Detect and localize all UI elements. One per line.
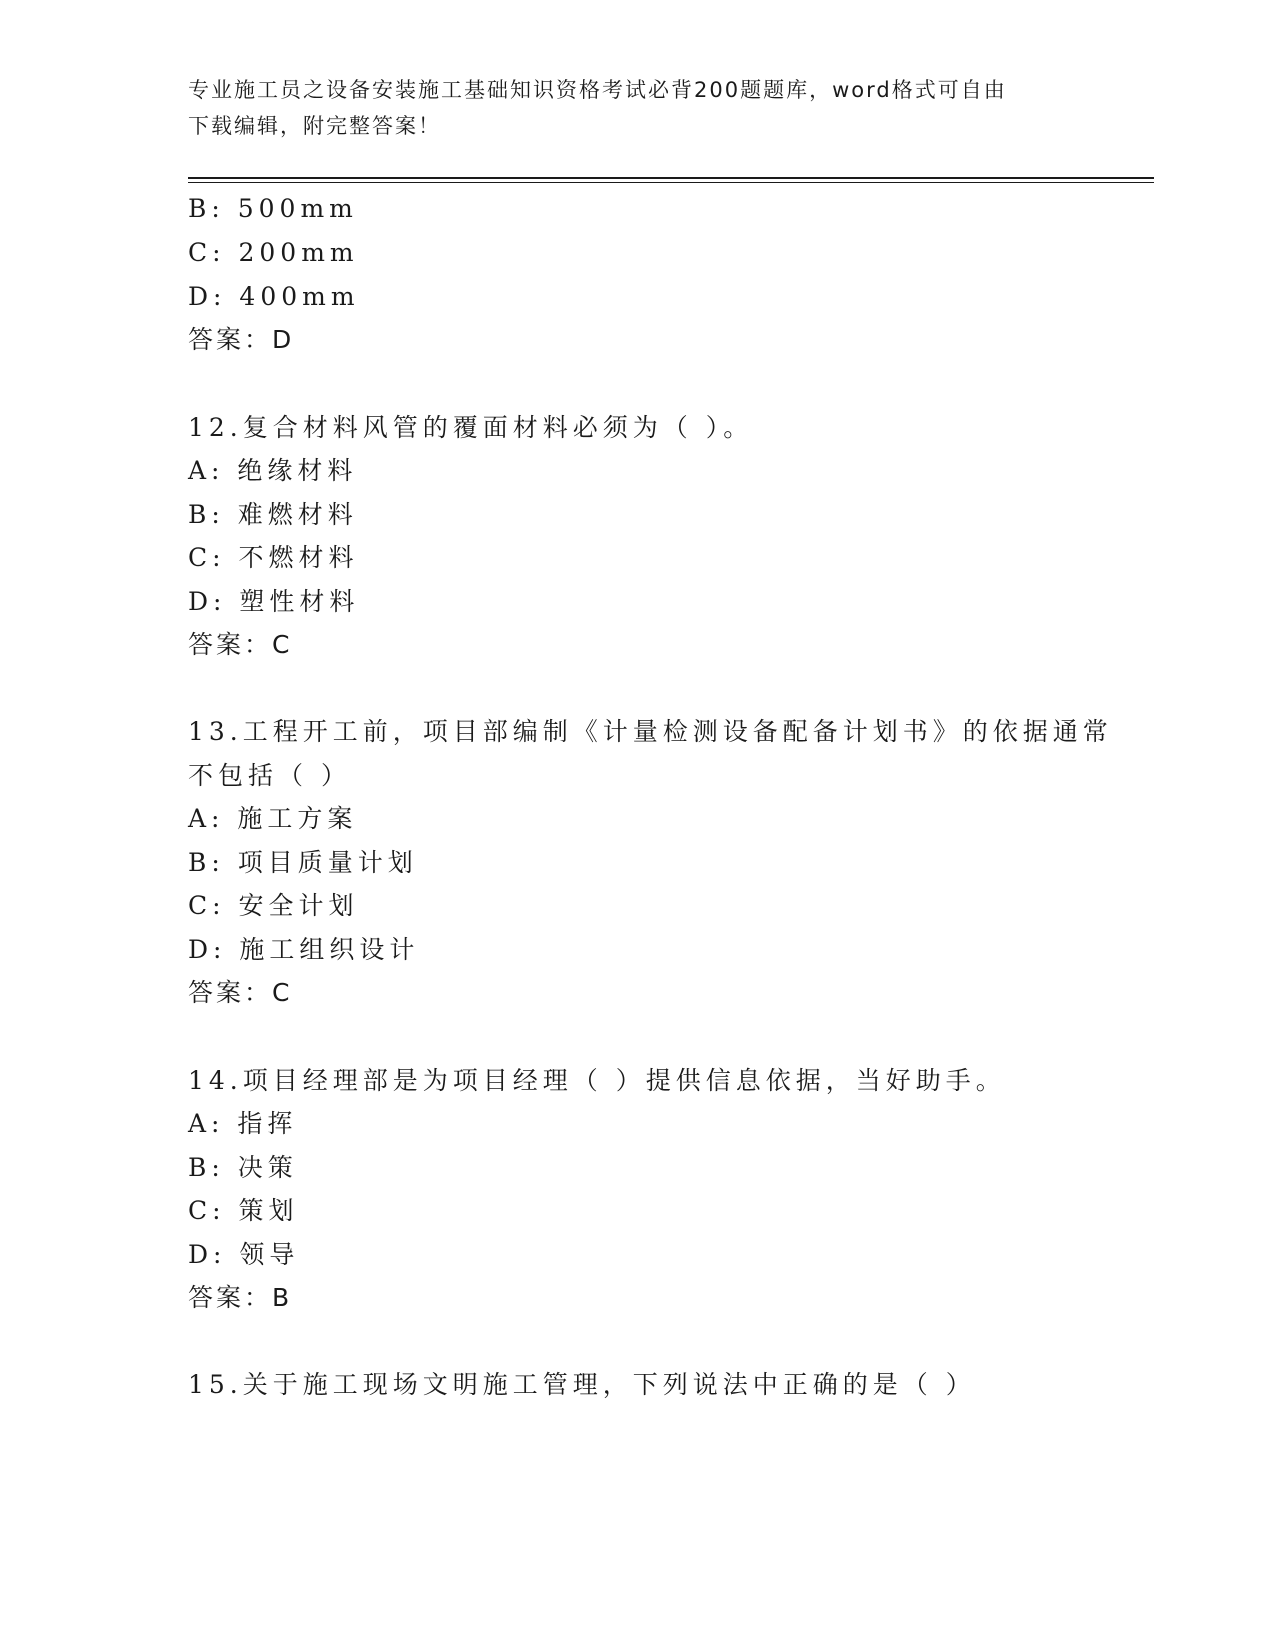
option-a: A: 施工方案 — [188, 804, 358, 833]
header-line-2: 下载编辑，附完整答案！ — [188, 114, 441, 138]
answer: 答案：B — [188, 1283, 293, 1312]
option-d: D: 施工组织设计 — [188, 935, 420, 964]
option-b: B: 500mm — [188, 194, 358, 223]
option-d: D: 塑性材料 — [188, 587, 360, 616]
option-c: C: 策划 — [188, 1196, 299, 1225]
option-a: A: 绝缘材料 — [188, 456, 358, 485]
option-d: D: 领导 — [188, 1240, 300, 1269]
option-b: B: 项目质量计划 — [188, 848, 418, 877]
option-d: D: 400mm — [188, 282, 360, 311]
answer: 答案：C — [188, 978, 293, 1007]
document-header — [188, 72, 1088, 144]
option-b: B: 难燃材料 — [188, 500, 358, 529]
option-c: C: 安全计划 — [188, 891, 359, 920]
option-c: C: 不燃材料 — [188, 543, 359, 572]
question-stem: 13.工程开工前，项目部编制《计量检测设备配备计划书》的依据通常 — [188, 717, 1113, 746]
header-line-1: 专业施工员之设备安装施工基础知识资格考试必背200题题库，word格式可自由 — [188, 78, 1007, 102]
option-b: B: 决策 — [188, 1153, 298, 1182]
question-stem: 12.复合材料风管的覆面材料必须为（ ）。 — [188, 413, 754, 442]
option-c: C: 200mm — [188, 238, 359, 267]
option-a: A: 指挥 — [188, 1109, 298, 1138]
header-divider-thin — [188, 182, 1154, 183]
question-stem: 15.关于施工现场文明施工管理，下列说法中正确的是（ ） — [188, 1370, 976, 1399]
header-divider-thick — [188, 177, 1154, 179]
answer: 答案：C — [188, 630, 293, 659]
question-stem-continued: 不包括（ ） — [188, 761, 351, 790]
answer: 答案：D — [188, 325, 295, 354]
question-stem: 14.项目经理部是为项目经理（ ）提供信息依据，当好助手。 — [188, 1066, 1006, 1095]
